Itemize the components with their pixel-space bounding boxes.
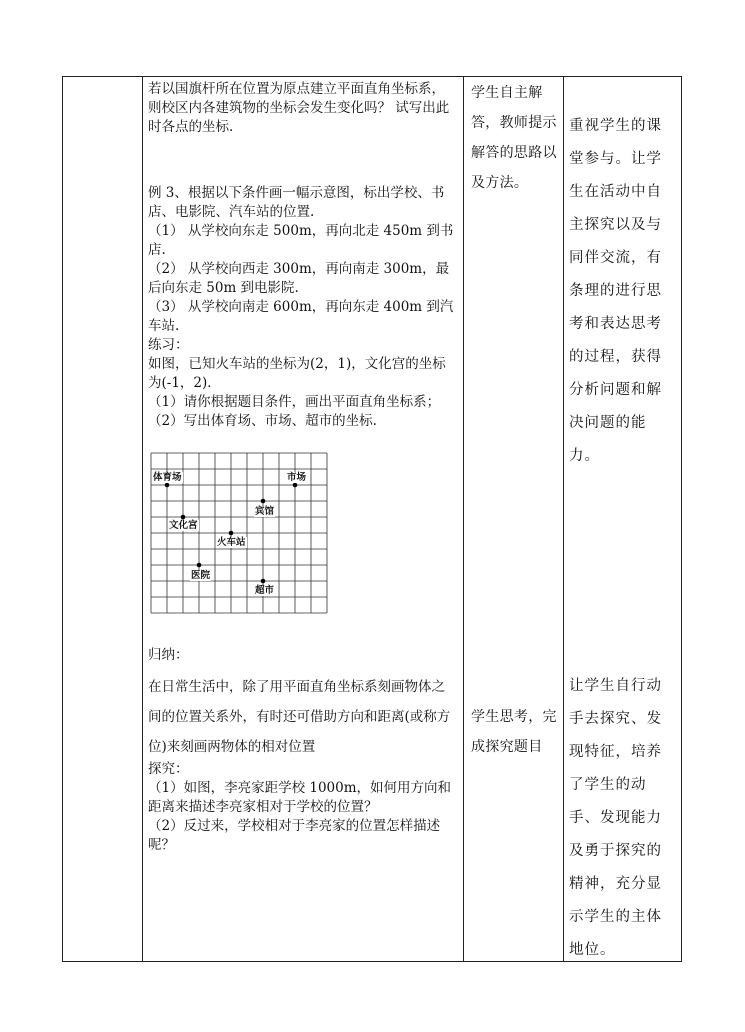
label-station: 火车站 xyxy=(217,537,246,548)
explore-section xyxy=(148,760,458,855)
table-top-border xyxy=(62,76,682,77)
station-dot xyxy=(229,531,234,536)
table-border-5 xyxy=(681,76,682,962)
label-hotel: 宾馆 xyxy=(255,506,275,517)
example-3-item-2: （2） 从学校向西走 300m，再向南走 300m，最后向东走 50m 到电影院. xyxy=(148,261,450,296)
table-border-4 xyxy=(563,76,564,962)
practice-title: 练习： xyxy=(148,337,189,353)
table-border-3 xyxy=(463,76,464,962)
label-hospital: 医院 xyxy=(191,570,211,581)
explore-title: 探究： xyxy=(148,761,189,777)
example-3-item-1: （1） 从学校向东走 500m，再向北走 450m 到书店. xyxy=(148,223,454,258)
example-3-title: 例 3、根据以下条件画一幅示意图，标出学校、书店、电影院、汽车站的位置. xyxy=(148,185,445,220)
label-market: 市场 xyxy=(287,472,307,483)
intro-question xyxy=(148,80,458,137)
student-activity-top: 学生自主解答，教师提示解答的思路以及方法。 xyxy=(471,85,557,191)
market-dot xyxy=(293,483,298,488)
design-intent-top: 重视学生的课堂参与。让学生在活动中自主探究以及与同伴交流，有条理的进行思考和表达思考的过程，获得分析问题和解决问题的能力。 xyxy=(569,118,662,464)
design-intent-bottom: 让学生自行动手去探究、发现特征，培养了学生的动手、发现能力及勇于探究的精神，充分显示学生的主体地位。 xyxy=(569,678,662,958)
practice-text: 如图，已知火车站的坐标为(2，1)，文化宫的坐标为(-1，2)． xyxy=(148,356,446,391)
example-3-item-3: （3） 从学校向南走 600m，再向东走 400m 到汽车站. xyxy=(148,299,454,334)
intro-text: 若以国旗杆所在位置为原点建立平面直角坐标系，则校区内各建筑物的坐标会发生变化吗？ 试写出此时各点的坐标. xyxy=(148,81,450,135)
label-supermarket: 超市 xyxy=(255,585,275,596)
hotel-dot xyxy=(261,499,266,504)
summary-title: 归纳： xyxy=(148,647,189,663)
explore-item-1: （1）如图，李亮家距学校 1000m，如何用方向和距离来描述李亮家相对于学校的位置？ xyxy=(148,780,452,815)
practice-item-1: （1）请你根据题目条件，画出平面直角坐标系； xyxy=(148,394,441,410)
sports-dot xyxy=(165,483,170,488)
student-activity-bottom: 学生思考，完成探究题目 xyxy=(471,709,557,755)
practice-item-2: （2）写出体育场、市场、超市的坐标. xyxy=(148,413,377,429)
label-culture: 文化宫 xyxy=(169,520,198,531)
table-border-1 xyxy=(62,76,63,962)
summary-text: 在日常生活中，除了用平面直角坐标系刻画物体之间的位置关系外，有时还可借助方向和距离(或称方位)来刻画两物体的相对位置 xyxy=(148,679,451,755)
summary-section xyxy=(148,640,458,762)
example-3 xyxy=(148,184,458,431)
culture-dot xyxy=(181,515,186,520)
hospital-dot xyxy=(197,563,202,568)
explore-item-2: （2）反过来，学校相对于李亮家的位置怎样描述呢？ xyxy=(148,818,441,853)
supermarket-dot xyxy=(261,579,266,584)
table-border-2 xyxy=(142,76,143,962)
grid-figure xyxy=(150,452,332,614)
label-sports: 体育场 xyxy=(153,472,182,483)
